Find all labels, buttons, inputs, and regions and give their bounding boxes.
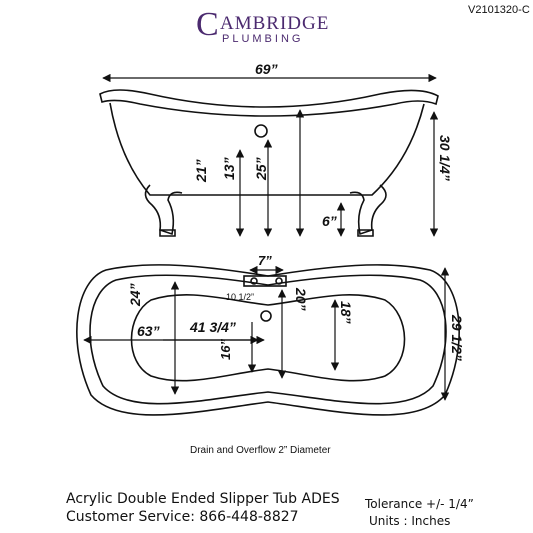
brand-subtitle: PLUMBING (222, 33, 304, 45)
tolerance-note: Tolerance +/- 1/4” (365, 497, 474, 511)
product-name: Acrylic Double Ended Slipper Tub ADES (66, 491, 340, 507)
label-20: 20” (293, 288, 309, 311)
label-6: 6” (322, 213, 337, 229)
side-dimensions (103, 78, 436, 236)
label-18: 18” (338, 301, 354, 324)
label-10-1-2: 10 1/2” (226, 292, 255, 302)
label-13: 13” (221, 157, 237, 180)
label-7: 7” (258, 253, 272, 268)
drain-icon (261, 311, 271, 321)
tub-basin (131, 295, 404, 381)
right-claw-foot (350, 185, 386, 234)
tub-rim (100, 90, 438, 116)
label-63: 63” (137, 323, 160, 339)
brand-initial: C (196, 6, 219, 43)
model-code: V2101320-C (468, 4, 530, 16)
label-29-1-2: 29 1/2” (449, 315, 465, 361)
label-41-3-4: 41 3/4” (190, 319, 236, 335)
label-21: 21” (193, 159, 209, 182)
tub-body (110, 103, 424, 195)
label-25: 25” (253, 157, 269, 180)
left-claw-foot (145, 185, 182, 234)
label-24: 24” (127, 283, 143, 306)
brand-name: AMBRIDGE (220, 13, 330, 34)
side-view (100, 90, 438, 236)
customer-service: Customer Service: 866-448-8827 (66, 509, 299, 525)
label-16: 16” (218, 339, 233, 360)
drain-note: Drain and Overflow 2” Diameter (190, 445, 331, 456)
overflow-icon (255, 125, 267, 137)
label-30-1-4: 30 1/4” (437, 135, 453, 181)
label-69: 69” (255, 61, 278, 77)
units-note: Units : Inches (369, 514, 451, 528)
